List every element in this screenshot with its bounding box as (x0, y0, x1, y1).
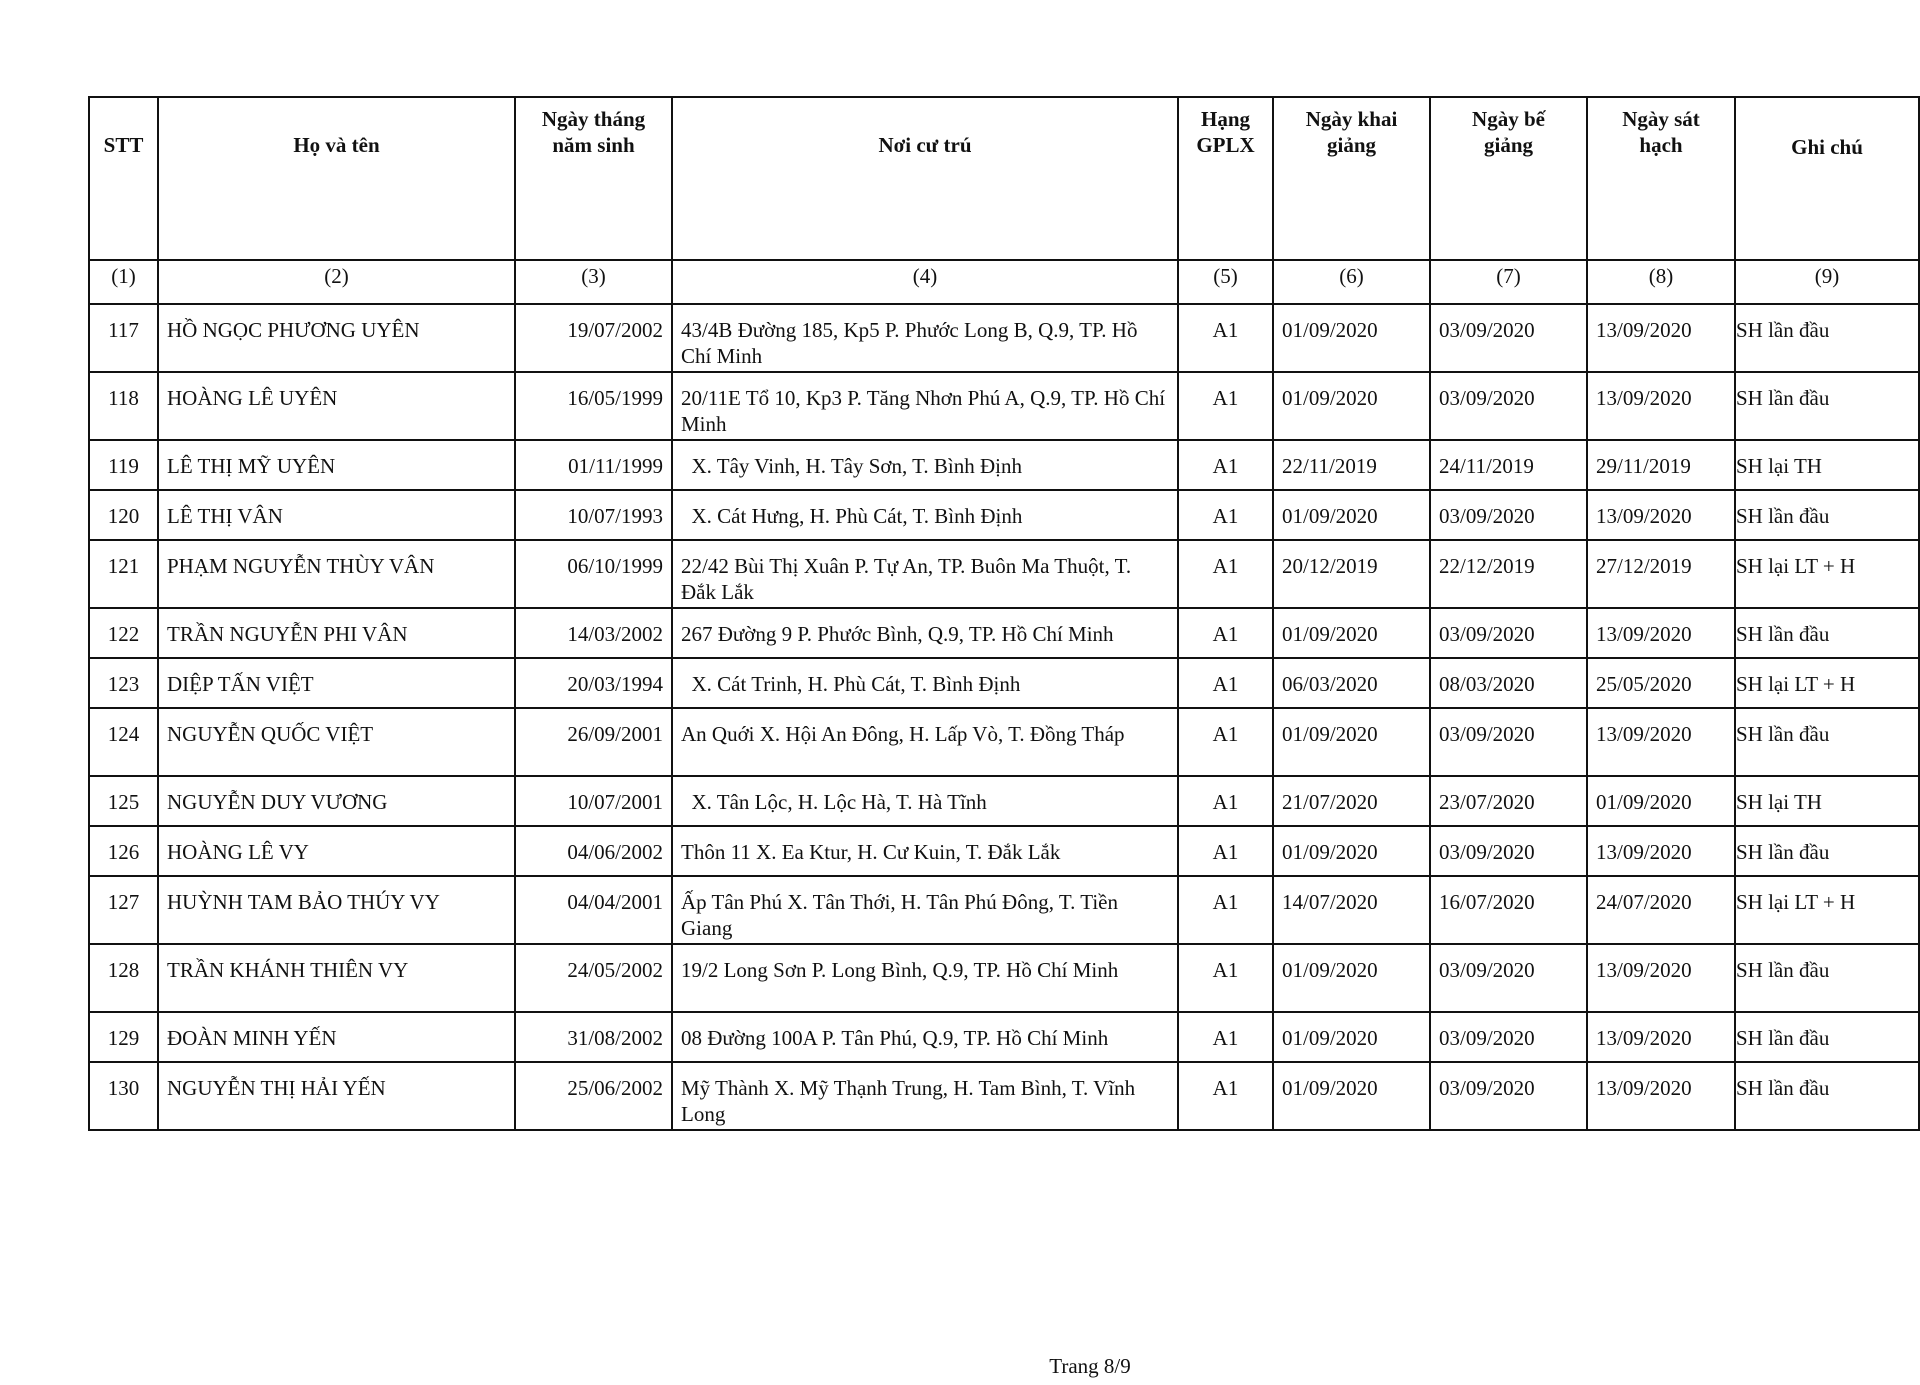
cell-end-date: 03/09/2020 (1430, 372, 1587, 440)
cell-dob: 14/03/2002 (515, 608, 672, 658)
cell-stt: 123 (89, 658, 158, 708)
cell-note: SH lần đầu (1735, 372, 1919, 440)
cell-address: 20/11E Tổ 10, Kp3 P. Tăng Nhơn Phú A, Q.9, TP. Hồ Chí Minh (672, 372, 1178, 440)
cell-name: TRẦN NGUYỄN PHI VÂN (158, 608, 515, 658)
cell-note: SH lần đầu (1735, 304, 1919, 372)
cell-class: A1 (1178, 490, 1273, 540)
cell-note: SH lần đầu (1735, 1062, 1919, 1130)
header-note: Ghi chú (1735, 97, 1919, 260)
cell-name: LÊ THỊ VÂN (158, 490, 515, 540)
cell-class: A1 (1178, 540, 1273, 608)
cell-name: HUỲNH TAM BẢO THÚY VY (158, 876, 515, 944)
cell-class: A1 (1178, 944, 1273, 1012)
cell-address: X. Cát Hưng, H. Phù Cát, T. Bình Định (672, 490, 1178, 540)
column-number: (3) (515, 260, 672, 304)
table-row (89, 440, 1919, 490)
table-row (89, 608, 1919, 658)
page-number: Trang 8/9 (1049, 1354, 1131, 1378)
column-number: (9) (1735, 260, 1919, 304)
table-header (89, 97, 1919, 304)
cell-end-date: 03/09/2020 (1430, 944, 1587, 1012)
cell-note: SH lại TH (1735, 440, 1919, 490)
header-class-label: Hạng GPLX (1196, 107, 1255, 157)
cell-stt: 121 (89, 540, 158, 608)
header-end-date (1430, 97, 1587, 260)
cell-name: ĐOÀN MINH YẾN (158, 1012, 515, 1062)
header-class (1178, 97, 1273, 260)
cell-dob: 25/06/2002 (515, 1062, 672, 1130)
header-dob (515, 97, 672, 260)
column-number: (6) (1273, 260, 1430, 304)
cell-start-date: 01/09/2020 (1273, 304, 1430, 372)
cell-class: A1 (1178, 876, 1273, 944)
cell-dob: 31/08/2002 (515, 1012, 672, 1062)
cell-class: A1 (1178, 708, 1273, 776)
cell-class: A1 (1178, 1062, 1273, 1130)
cell-dob: 19/07/2002 (515, 304, 672, 372)
cell-note: SH lại LT + H (1735, 540, 1919, 608)
cell-dob: 10/07/2001 (515, 776, 672, 826)
cell-start-date: 01/09/2020 (1273, 372, 1430, 440)
header-dob-label: Ngày tháng năm sinh (541, 107, 646, 157)
cell-class: A1 (1178, 658, 1273, 708)
cell-exam-date: 24/07/2020 (1587, 876, 1735, 944)
cell-note: SH lần đầu (1735, 1012, 1919, 1062)
header-address: Nơi cư trú (672, 97, 1178, 260)
cell-name: HOÀNG LÊ VY (158, 826, 515, 876)
cell-start-date: 01/09/2020 (1273, 608, 1430, 658)
cell-end-date: 03/09/2020 (1430, 304, 1587, 372)
cell-address: X. Tây Vinh, H. Tây Sơn, T. Bình Định (672, 440, 1178, 490)
cell-address: 19/2 Long Sơn P. Long Bình, Q.9, TP. Hồ Chí Minh (672, 944, 1178, 1012)
cell-exam-date: 29/11/2019 (1587, 440, 1735, 490)
header-exam-date (1587, 97, 1735, 260)
cell-end-date: 08/03/2020 (1430, 658, 1587, 708)
column-number: (1) (89, 260, 158, 304)
cell-start-date: 01/09/2020 (1273, 490, 1430, 540)
cell-note: SH lần đầu (1735, 826, 1919, 876)
cell-dob: 01/11/1999 (515, 440, 672, 490)
column-number: (5) (1178, 260, 1273, 304)
cell-name: LÊ THỊ MỸ UYÊN (158, 440, 515, 490)
cell-stt: 127 (89, 876, 158, 944)
header-start-date (1273, 97, 1430, 260)
table-row (89, 944, 1919, 1012)
cell-end-date: 24/11/2019 (1430, 440, 1587, 490)
cell-note: SH lại TH (1735, 776, 1919, 826)
cell-dob: 26/09/2001 (515, 708, 672, 776)
cell-class: A1 (1178, 608, 1273, 658)
cell-stt: 117 (89, 304, 158, 372)
header-stt: STT (89, 97, 158, 260)
cell-end-date: 03/09/2020 (1430, 1012, 1587, 1062)
cell-class: A1 (1178, 440, 1273, 490)
cell-exam-date: 13/09/2020 (1587, 372, 1735, 440)
cell-exam-date: 13/09/2020 (1587, 490, 1735, 540)
cell-start-date: 14/07/2020 (1273, 876, 1430, 944)
cell-note: SH lại LT + H (1735, 876, 1919, 944)
cell-stt: 128 (89, 944, 158, 1012)
cell-stt: 119 (89, 440, 158, 490)
cell-end-date: 03/09/2020 (1430, 708, 1587, 776)
cell-stt: 126 (89, 826, 158, 876)
cell-exam-date: 13/09/2020 (1587, 1062, 1735, 1130)
column-number-row (89, 260, 1919, 304)
cell-start-date: 20/12/2019 (1273, 540, 1430, 608)
cell-dob: 24/05/2002 (515, 944, 672, 1012)
header-exam-date-label: Ngày sát hạch (1622, 107, 1700, 157)
cell-end-date: 03/09/2020 (1430, 826, 1587, 876)
cell-exam-date: 13/09/2020 (1587, 608, 1735, 658)
cell-address: An Quới X. Hội An Đông, H. Lấp Vò, T. Đồng Tháp (672, 708, 1178, 776)
table-row (89, 1012, 1919, 1062)
cell-name: NGUYỄN DUY VƯƠNG (158, 776, 515, 826)
cell-name: NGUYỄN QUỐC VIỆT (158, 708, 515, 776)
cell-name: NGUYỄN THỊ HẢI YẾN (158, 1062, 515, 1130)
cell-note: SH lần đầu (1735, 608, 1919, 658)
cell-class: A1 (1178, 1012, 1273, 1062)
cell-address: Ấp Tân Phú X. Tân Thới, H. Tân Phú Đông, T. Tiền Giang (672, 876, 1178, 944)
table-body (89, 304, 1919, 1130)
cell-stt: 118 (89, 372, 158, 440)
header-start-date-label: Ngày khai giảng (1305, 107, 1398, 157)
cell-dob: 04/06/2002 (515, 826, 672, 876)
cell-end-date: 03/09/2020 (1430, 608, 1587, 658)
cell-name: PHẠM NGUYỄN THÙY VÂN (158, 540, 515, 608)
cell-address: X. Cát Trinh, H. Phù Cát, T. Bình Định (672, 658, 1178, 708)
cell-address: 22/42 Bùi Thị Xuân P. Tự An, TP. Buôn Ma Thuột, T. Đắk Lắk (672, 540, 1178, 608)
cell-dob: 20/03/1994 (515, 658, 672, 708)
cell-start-date: 21/07/2020 (1273, 776, 1430, 826)
cell-dob: 16/05/1999 (515, 372, 672, 440)
cell-stt: 122 (89, 608, 158, 658)
cell-exam-date: 01/09/2020 (1587, 776, 1735, 826)
cell-stt: 130 (89, 1062, 158, 1130)
cell-end-date: 23/07/2020 (1430, 776, 1587, 826)
cell-class: A1 (1178, 304, 1273, 372)
cell-note: SH lần đầu (1735, 944, 1919, 1012)
cell-stt: 124 (89, 708, 158, 776)
header-row (89, 97, 1919, 260)
cell-start-date: 01/09/2020 (1273, 944, 1430, 1012)
student-list-table (88, 96, 1920, 1131)
cell-end-date: 16/07/2020 (1430, 876, 1587, 944)
column-number: (4) (672, 260, 1178, 304)
cell-note: SH lần đầu (1735, 708, 1919, 776)
cell-exam-date: 27/12/2019 (1587, 540, 1735, 608)
cell-end-date: 03/09/2020 (1430, 490, 1587, 540)
cell-address: 08 Đường 100A P. Tân Phú, Q.9, TP. Hồ Chí Minh (672, 1012, 1178, 1062)
cell-class: A1 (1178, 826, 1273, 876)
cell-dob: 10/07/1993 (515, 490, 672, 540)
cell-start-date: 01/09/2020 (1273, 1062, 1430, 1130)
cell-address: Mỹ Thành X. Mỹ Thạnh Trung, H. Tam Bình, T. Vĩnh Long (672, 1062, 1178, 1130)
cell-name: DIỆP TẤN VIỆT (158, 658, 515, 708)
cell-start-date: 06/03/2020 (1273, 658, 1430, 708)
header-name: Họ và tên (158, 97, 515, 260)
cell-exam-date: 13/09/2020 (1587, 708, 1735, 776)
cell-stt: 120 (89, 490, 158, 540)
cell-name: TRẦN KHÁNH THIÊN VY (158, 944, 515, 1012)
table-row (89, 540, 1919, 608)
column-number: (2) (158, 260, 515, 304)
column-number: (7) (1430, 260, 1587, 304)
cell-exam-date: 13/09/2020 (1587, 944, 1735, 1012)
cell-exam-date: 13/09/2020 (1587, 304, 1735, 372)
cell-address: 267 Đường 9 P. Phước Bình, Q.9, TP. Hồ Chí Minh (672, 608, 1178, 658)
table-row (89, 490, 1919, 540)
cell-start-date: 22/11/2019 (1273, 440, 1430, 490)
table-row (89, 876, 1919, 944)
table-row (89, 304, 1919, 372)
cell-start-date: 01/09/2020 (1273, 826, 1430, 876)
cell-exam-date: 13/09/2020 (1587, 1012, 1735, 1062)
cell-name: HOÀNG LÊ UYÊN (158, 372, 515, 440)
cell-address: Thôn 11 X. Ea Ktur, H. Cư Kuin, T. Đắk Lắk (672, 826, 1178, 876)
table-row (89, 708, 1919, 776)
cell-start-date: 01/09/2020 (1273, 708, 1430, 776)
header-end-date-label: Ngày bế giảng (1472, 107, 1545, 157)
cell-dob: 04/04/2001 (515, 876, 672, 944)
column-number: (8) (1587, 260, 1735, 304)
cell-note: SH lại LT + H (1735, 658, 1919, 708)
cell-exam-date: 13/09/2020 (1587, 826, 1735, 876)
table-row (89, 372, 1919, 440)
table-row (89, 826, 1919, 876)
cell-name: HỒ NGỌC PHƯƠNG UYÊN (158, 304, 515, 372)
table-row (89, 658, 1919, 708)
table-row (89, 1062, 1919, 1130)
cell-dob: 06/10/1999 (515, 540, 672, 608)
cell-end-date: 03/09/2020 (1430, 1062, 1587, 1130)
table-row (89, 776, 1919, 826)
cell-class: A1 (1178, 372, 1273, 440)
cell-note: SH lần đầu (1735, 490, 1919, 540)
cell-end-date: 22/12/2019 (1430, 540, 1587, 608)
cell-exam-date: 25/05/2020 (1587, 658, 1735, 708)
cell-stt: 129 (89, 1012, 158, 1062)
cell-class: A1 (1178, 776, 1273, 826)
cell-address: X. Tân Lộc, H. Lộc Hà, T. Hà Tĩnh (672, 776, 1178, 826)
cell-start-date: 01/09/2020 (1273, 1012, 1430, 1062)
cell-address: 43/4B Đường 185, Kp5 P. Phước Long B, Q.9, TP. Hồ Chí Minh (672, 304, 1178, 372)
cell-stt: 125 (89, 776, 158, 826)
